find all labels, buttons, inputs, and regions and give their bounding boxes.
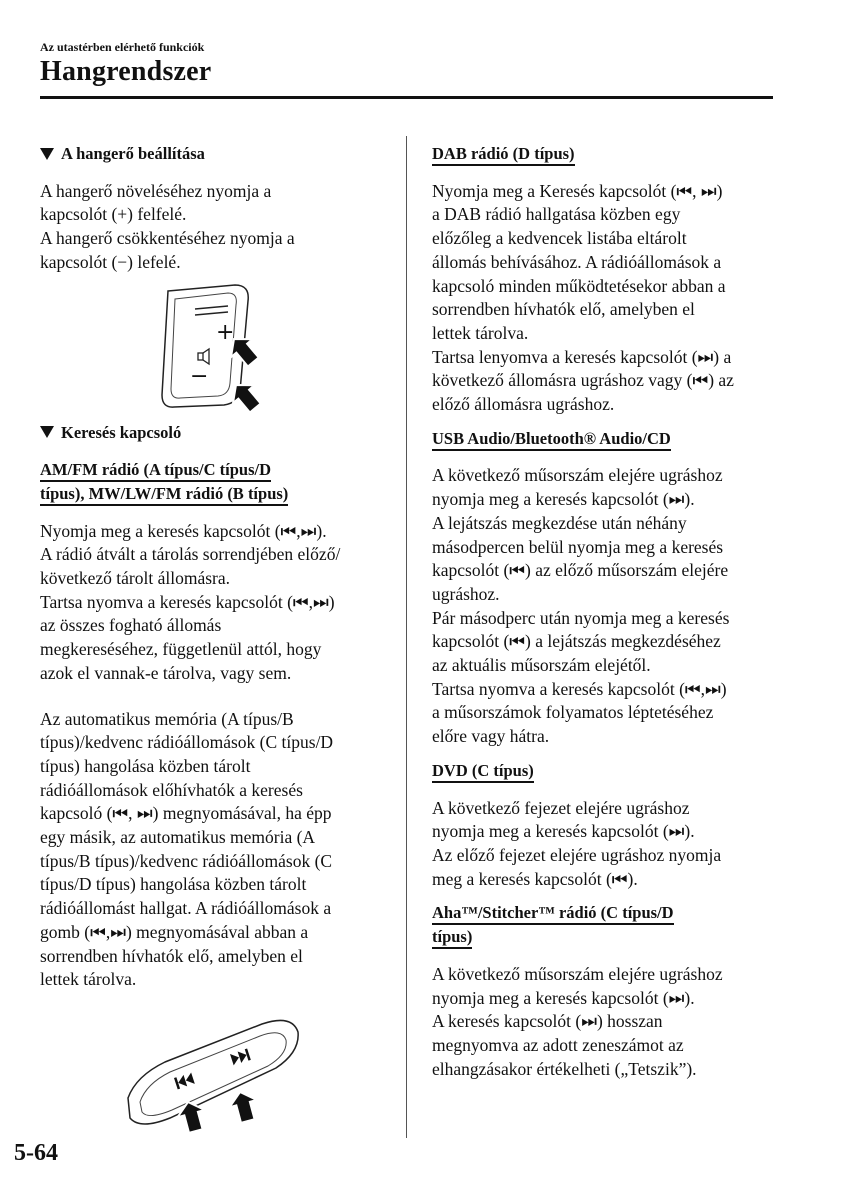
aha-text-line: megnyomva az adott zeneszámot az — [432, 1034, 684, 1055]
dab-text-line: előző állomásra ugráshoz. — [432, 394, 615, 415]
amfm-text-line: Az automatikus memória (A típus/B — [40, 708, 294, 729]
aha-text-line: A következő műsorszám elejére ugráshoz — [432, 963, 723, 984]
usb-text-line: az aktuális műsorszám elejétől. — [432, 655, 651, 676]
dab-text-line: a DAB rádió hallgatása közben egy — [432, 204, 681, 225]
volume-minus-label: − — [190, 363, 209, 389]
aha-text-line: nyomja meg a keresés kapcsolót (⏭). — [432, 987, 695, 1008]
seek-switch-illustration — [40, 1006, 392, 1146]
amfm-text-line: megkereséséhez, függetlenül attól, hogy — [40, 639, 322, 660]
usb-text-line: Pár másodperc után nyomja meg a keresés — [432, 607, 730, 628]
section-label: Az utastérben elérhető funkciók — [40, 40, 205, 54]
dvd-text-line: meg a keresés kapcsolót (⏮). — [432, 868, 638, 889]
left-column — [40, 142, 392, 1146]
usb-text-line: A lejátszás megkezdése után néhány — [432, 512, 687, 533]
dvd-heading: DVD (C típus) — [432, 761, 534, 783]
usb-text-line: másodpercen belül nyomja meg a keresés — [432, 536, 724, 557]
dab-text-line: állomás behívásához. A rádióállomások a — [432, 251, 722, 272]
usb-text-line: A következő műsorszám elejére ugráshoz — [432, 465, 723, 486]
amfm-text-line: A rádió átvált a tárolás sorrendjében előző/ — [40, 544, 341, 565]
amfm-text-line: rádióállomások előhívhatók a keresés — [40, 779, 303, 800]
volume-switch-illustration — [40, 279, 392, 411]
amfm-text-line: Nyomja meg a keresés kapcsolót (⏮,⏭). — [40, 520, 327, 541]
triangle-bullet-icon — [40, 148, 54, 160]
usb-text-line: ugráshoz. — [432, 583, 500, 604]
usb-text-line: a műsorszámok folyamatos léptetéséhez — [432, 702, 714, 723]
aha-heading — [432, 901, 777, 948]
amfm-text-line: típus)/kedvenc rádióállomások (C típus/D — [40, 732, 334, 753]
dab-text-line: Tartsa lenyomva a keresés kapcsolót (⏭) a — [432, 346, 732, 367]
volume-text-line: kapcsolót (−) lefelé. — [40, 251, 181, 272]
amfm-text-line: rádióállomást hallgat. A rádióállomások a — [40, 898, 332, 919]
usb-text-line: kapcsolót (⏮) az előző műsorszám elejére — [432, 560, 729, 581]
amfm-text-line: sorrendben hívhatók elő, amelyben el — [40, 945, 303, 966]
dab-text-line: sorrendben hívhatók elő, amelyben el — [432, 299, 695, 320]
dab-text-line: Nyomja meg a Keresés kapcsolót (⏮, ⏭) — [432, 180, 723, 201]
amfm-text-line: azok el vannak-e tárolva, vagy sem. — [40, 662, 292, 683]
amfm-text-line: Tartsa nyomva a keresés kapcsolót (⏮,⏭) — [40, 591, 335, 612]
column-divider — [406, 136, 407, 1138]
dab-text-line: lettek tárolva. — [432, 322, 529, 343]
aha-heading-line: típus) — [432, 927, 472, 949]
amfm-text-line: egy másik, az automatikus memória (A — [40, 827, 316, 848]
dab-heading: DAB rádió (D típus) — [432, 144, 575, 166]
amfm-text-line: kapcsoló (⏮, ⏭) megnyomásával, ha épp — [40, 803, 332, 824]
usb-text-line: Tartsa nyomva a keresés kapcsolót (⏮,⏭) — [432, 678, 727, 699]
volume-text-line: A hangerő növeléséhez nyomja a — [40, 180, 272, 201]
page-title: Hangrendszer — [40, 56, 212, 87]
header-rule — [40, 96, 773, 99]
dvd-text-line: Az előző fejezet elejére ugráshoz nyomja — [432, 844, 722, 865]
amfm-text-line: az összes fogható állomás — [40, 615, 222, 636]
aha-text-line: elhangzásakor értékelheti („Tetszik”). — [432, 1058, 697, 1079]
dvd-text-line: A következő fejezet elejére ugráshoz — [432, 797, 690, 818]
volume-text-line: A hangerő csökkentéséhez nyomja a — [40, 228, 295, 249]
volume-heading-text: A hangerő beállítása — [61, 144, 205, 163]
dab-text-line: következő állomásra ugráshoz vagy (⏮) az — [432, 370, 734, 391]
dab-text-line: kapcsoló minden működtetésekor abban a — [432, 275, 726, 296]
amfm-heading-line: típus), MW/LW/FM rádió (B típus) — [40, 484, 288, 506]
dab-text-line: előzőleg a kedvencek listába eltárolt — [432, 228, 687, 249]
search-heading — [40, 421, 392, 445]
amfm-text-line: lettek tárolva. — [40, 969, 137, 990]
volume-heading — [40, 142, 392, 166]
page-number: 5-64 — [14, 1140, 58, 1166]
aha-heading-line: Aha™/Stitcher™ rádió (C típus/D — [432, 903, 674, 925]
usb-text-line: kapcsolót (⏮) a lejátszás megkezdéséhez — [432, 631, 721, 652]
dvd-text-line: nyomja meg a keresés kapcsolót (⏭). — [432, 821, 695, 842]
volume-plus-label: + — [216, 319, 235, 345]
amfm-text-line: gomb (⏮,⏭) megnyomásával abban a — [40, 921, 309, 942]
usb-text-line: nyomja meg a keresés kapcsolót (⏭). — [432, 489, 695, 510]
usb-heading: USB Audio/Bluetooth® Audio/CD — [432, 429, 671, 451]
aha-text-line: A keresés kapcsolót (⏭) hosszan — [432, 1011, 663, 1032]
amfm-text-line: következő tárolt állomásra. — [40, 568, 230, 589]
amfm-text-line: típus/D típus) hangolása közben tárolt — [40, 874, 307, 895]
search-heading-text: Keresés kapcsoló — [61, 422, 182, 442]
amfm-text-line: típus) hangolása közben tárolt — [40, 755, 251, 776]
volume-text-line: kapcsolót (+) felfelé. — [40, 204, 187, 225]
right-column — [432, 142, 777, 1081]
press-arrow-icon — [226, 1088, 261, 1124]
amfm-heading-line: AM/FM rádió (A típus/C típus/D — [40, 460, 271, 482]
usb-text-line: előre vagy hátra. — [432, 726, 550, 747]
triangle-bullet-icon — [40, 426, 54, 438]
amfm-heading — [40, 458, 392, 505]
amfm-text-line: típus/B típus)/kedvenc rádióállomások (C — [40, 850, 333, 871]
